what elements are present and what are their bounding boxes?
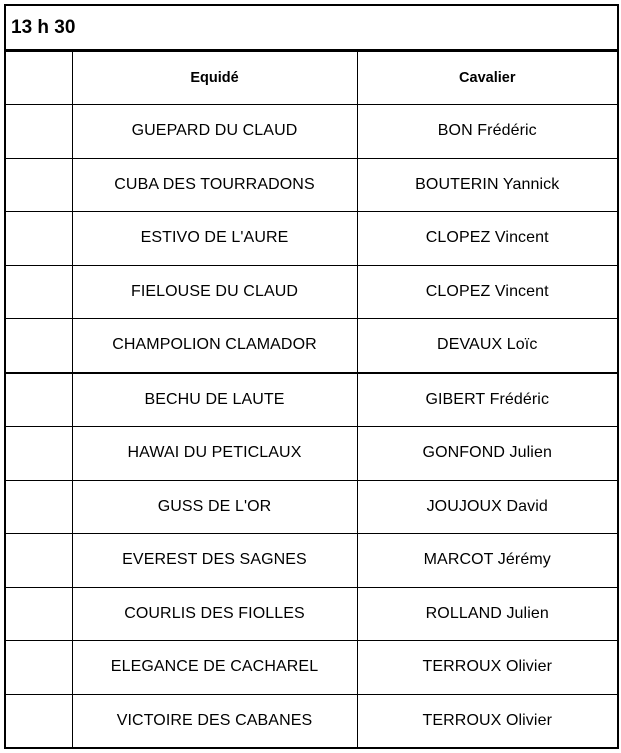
table-row [6, 480, 617, 534]
rider-name: JOUJOUX David [357, 480, 617, 534]
horse-name: EVEREST DES SAGNES [72, 534, 357, 588]
horse-name: ESTIVO DE L'AURE [72, 212, 357, 266]
horse-name: GUEPARD DU CLAUD [72, 105, 357, 159]
table-row [6, 105, 617, 159]
rider-name: ROLLAND Julien [357, 587, 617, 641]
rider-name: GONFOND Julien [357, 427, 617, 481]
table-header-row [6, 52, 617, 105]
horse-name: CHAMPOLION CLAMADOR [72, 319, 357, 373]
horse-name: BECHU DE LAUTE [72, 373, 357, 427]
table-row [6, 641, 617, 695]
row-number-cell [6, 319, 72, 373]
row-number-cell [6, 641, 72, 695]
table-row [6, 373, 617, 427]
table-row [6, 265, 617, 319]
row-number-cell [6, 480, 72, 534]
rider-name: CLOPEZ Vincent [357, 265, 617, 319]
rider-name: TERROUX Olivier [357, 641, 617, 695]
rider-name: TERROUX Olivier [357, 694, 617, 747]
table-row [6, 427, 617, 481]
row-number-cell [6, 373, 72, 427]
table-row [6, 534, 617, 588]
horse-name: VICTOIRE DES CABANES [72, 694, 357, 747]
row-number-cell [6, 105, 72, 159]
row-number-cell [6, 534, 72, 588]
table-row [6, 587, 617, 641]
column-header-horse: Equidé [72, 52, 357, 105]
rider-name: DEVAUX Loïc [357, 319, 617, 373]
horse-name: CUBA DES TOURRADONS [72, 158, 357, 212]
horse-name: FIELOUSE DU CLAUD [72, 265, 357, 319]
rider-name: CLOPEZ Vincent [357, 212, 617, 266]
row-number-cell [6, 265, 72, 319]
column-header-number [6, 52, 72, 105]
start-list-sheet [4, 4, 619, 749]
column-header-rider: Cavalier [357, 52, 617, 105]
table-row [6, 212, 617, 266]
session-time: 13 h 30 [11, 16, 76, 38]
rider-name: BON Frédéric [357, 105, 617, 159]
row-number-cell [6, 694, 72, 747]
horse-name: COURLIS DES FIOLLES [72, 587, 357, 641]
row-number-cell [6, 427, 72, 481]
rider-name: BOUTERIN Yannick [357, 158, 617, 212]
rider-name: GIBERT Frédéric [357, 373, 617, 427]
table-row [6, 158, 617, 212]
rider-name: MARCOT Jérémy [357, 534, 617, 588]
row-number-cell [6, 587, 72, 641]
table-row [6, 694, 617, 747]
session-time-header [6, 6, 617, 51]
horse-name: HAWAI DU PETICLAUX [72, 427, 357, 481]
horse-name: ELEGANCE DE CACHAREL [72, 641, 357, 695]
start-list-table [6, 51, 617, 747]
table-row [6, 319, 617, 373]
row-number-cell [6, 158, 72, 212]
horse-name: GUSS DE L'OR [72, 480, 357, 534]
row-number-cell [6, 212, 72, 266]
